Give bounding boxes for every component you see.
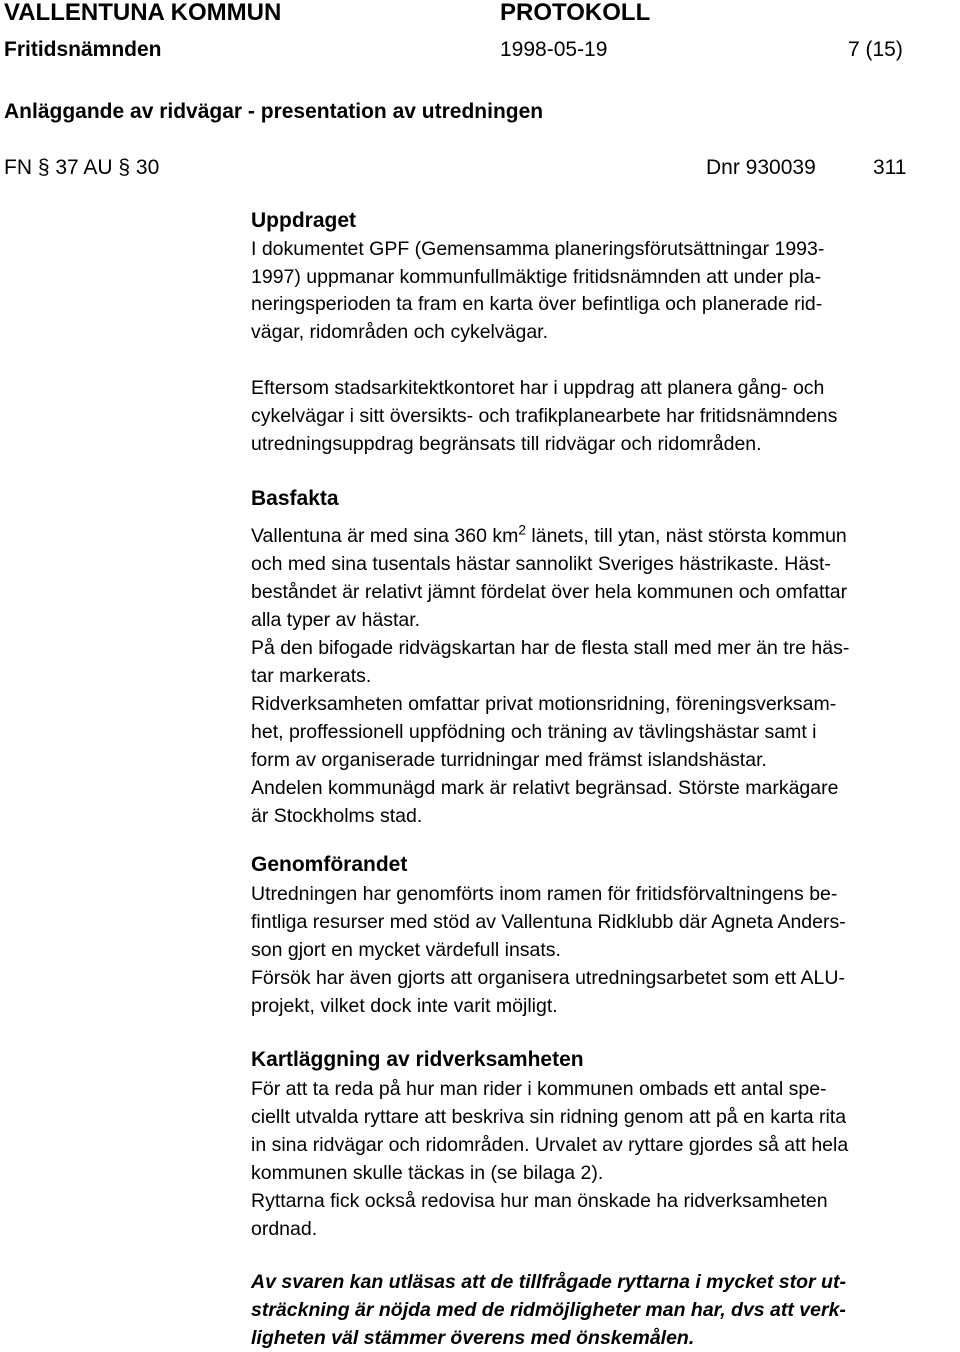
paragraph-line: beståndet är relativt jämnt fördelat över hela kommunen och omfattar bbox=[251, 581, 848, 603]
page-number: 7 (15) bbox=[848, 38, 903, 61]
paragraph-line: son gjort en mycket värdefull insats. bbox=[251, 939, 561, 961]
paragraph-line: Eftersom stadsarkitektkontoret har i uppdrag att planera gång- och bbox=[251, 377, 825, 399]
paragraph-line: Ryttarna fick också redovisa hur man önskade ha ridverksamheten bbox=[251, 1190, 828, 1212]
superscript: 2 bbox=[518, 522, 526, 538]
paragraph-line: Av svaren kan utläsas att de tillfrågade ryttarna i mycket stor ut- bbox=[251, 1271, 846, 1293]
paragraph-line: het, proffessionell uppfödning och träning av tävlingshästar samt i bbox=[251, 721, 817, 743]
paragraph-line: sträckning är nöjda med de ridmöjligheter man har, dvs att verk- bbox=[251, 1299, 846, 1321]
text-segment: Vallentuna är med sina 360 km bbox=[251, 525, 519, 547]
paragraph-line: och med sina tusentals hästar sannolikt Sveriges hästrikaste. Häst- bbox=[251, 553, 831, 575]
paragraph-line: Andelen kommunägd mark är relativt begränsad. Störste markägare bbox=[251, 777, 839, 799]
archive-code: 311 bbox=[873, 156, 907, 179]
section-heading: Uppdraget bbox=[251, 209, 356, 232]
paragraph-line: form av organiserade turridningar med främst islandshästar. bbox=[251, 749, 767, 771]
paragraph-line: vägar, ridområden och cykelvägar. bbox=[251, 320, 548, 343]
paragraph-line: kommunen skulle täckas in (se bilaga 2). bbox=[251, 1162, 604, 1184]
paragraph-line: projekt, vilket dock inte varit möjligt. bbox=[251, 995, 558, 1017]
paragraph-line: ordnad. bbox=[251, 1218, 318, 1240]
section-heading: Kartläggning av ridverksamheten bbox=[251, 1048, 584, 1071]
paragraph-line: alla typer av hästar. bbox=[251, 609, 421, 631]
paragraph-line: Utredningen har genomförts inom ramen för fritidsförvaltningens be- bbox=[251, 883, 838, 905]
section-heading: Genomförandet bbox=[251, 853, 408, 876]
paragraph-line: I dokumentet GPF (Gemensamma planeringsförutsättningar 1993- bbox=[251, 238, 825, 260]
paragraph-line: ciellt utvalda ryttare att beskriva sin ridning genom att på en karta rita bbox=[251, 1106, 847, 1128]
paragraph-line: På den bifogade ridvägskartan har de flesta stall med mer än tre häs- bbox=[251, 637, 850, 659]
section-kartlaggning bbox=[251, 1045, 848, 1243]
document-title: Anläggande av ridvägar - presentation av utredningen bbox=[4, 100, 544, 123]
section-genomforandet bbox=[251, 850, 846, 1020]
municipality-name: VALLENTUNA KOMMUN bbox=[4, 0, 282, 26]
paragraph-line: är Stockholms stad. bbox=[251, 805, 423, 827]
committee-name: Fritidsnämnden bbox=[4, 38, 162, 61]
paragraph-line: Försök har även gjorts att organisera utredningsarbetet som ett ALU- bbox=[251, 967, 845, 989]
paragraph-line: tar markerats. bbox=[251, 665, 372, 687]
paragraph-line: Ridverksamheten omfattar privat motionsridning, föreningsverksam- bbox=[251, 693, 837, 715]
paragraph-line: För att ta reda på hur man rider i kommunen ombads ett antal spe- bbox=[251, 1078, 827, 1100]
text-segment: länets, till ytan, näst största kommun bbox=[525, 525, 847, 547]
paragraph-eftersom bbox=[251, 374, 837, 458]
paragraph-line: utredningsuppdrag begränsats till ridvägar och ridområden. bbox=[251, 433, 762, 455]
meeting-date: 1998-05-19 bbox=[500, 38, 608, 61]
paragraph-line: fintliga resurser med stöd av Vallentuna Ridklubb där Agneta Anders- bbox=[251, 911, 846, 933]
paragraph-line: neringsperioden ta fram en karta över befintliga och planerade rid- bbox=[251, 293, 823, 315]
paragraph-line: in sina ridvägar och ridområden. Urvalet av ryttare gjordes så att hela bbox=[251, 1134, 849, 1156]
section-uppdraget bbox=[251, 206, 824, 346]
section-heading: Basfakta bbox=[251, 487, 339, 510]
paragraph-line: 1997) uppmanar kommunfullmäktige fritidsnämnden att under pla- bbox=[251, 265, 822, 288]
dnr-number: Dnr 930039 bbox=[706, 156, 816, 179]
conclusion-paragraph bbox=[251, 1268, 846, 1352]
document-type: PROTOKOLL bbox=[500, 0, 651, 26]
paragraph-line bbox=[251, 522, 849, 550]
paragraph-line: cykelvägar i sitt översikts- och trafikplanearbete har fritidsnämndens bbox=[251, 405, 838, 427]
fn-reference: FN § 37 AU § 30 bbox=[4, 156, 160, 179]
section-basfakta bbox=[251, 484, 849, 830]
paragraph-line: ligheten väl stämmer överens med önskemålen. bbox=[251, 1327, 695, 1349]
